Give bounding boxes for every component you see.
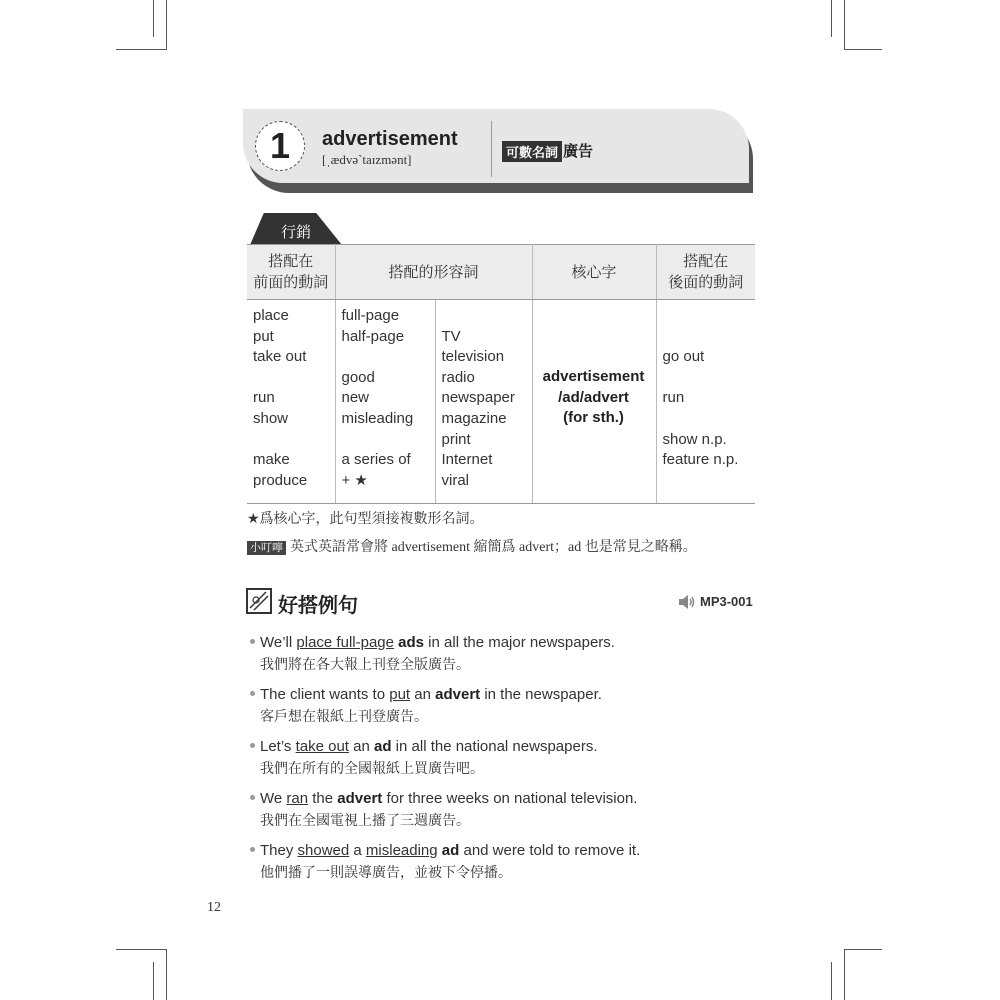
media-item: television [441, 348, 505, 366]
adjective-item [342, 430, 434, 451]
media-cell [435, 300, 532, 504]
verb-after-item: go out [662, 348, 705, 366]
header-adjectives: 搭配的形容詞 [335, 245, 532, 300]
collocate: ran [286, 790, 309, 807]
example-badge-icon [246, 588, 272, 614]
headword-occurrence: ad [374, 738, 392, 755]
crop-mark [844, 0, 845, 50]
sentence-text: We [260, 790, 287, 807]
bullet-icon [250, 691, 255, 696]
media-item: radio [441, 368, 475, 386]
verb-after-item: feature n.p. [662, 451, 739, 469]
adjective-item: half-page [341, 327, 405, 345]
example-english [250, 684, 760, 706]
crop-mark [831, 962, 832, 1000]
example-english [250, 788, 760, 810]
verb-before-item: place [253, 307, 289, 324]
sentence-text: and were told to remove it. [459, 842, 641, 859]
bullet-icon [250, 639, 255, 644]
adjective-item: full-page [341, 307, 400, 324]
verb-after-item [663, 306, 755, 327]
crop-mark [116, 49, 167, 50]
crop-mark [831, 0, 832, 37]
header-verbs-before: 搭配在 前面的動詞 [247, 245, 335, 300]
verbs-after-cell [656, 300, 755, 504]
header-core: 核心字 [532, 245, 656, 300]
collocate: take out [295, 738, 349, 755]
verb-before-item: make [253, 451, 290, 469]
audio-track[interactable] [678, 594, 753, 609]
example-list [250, 632, 760, 892]
sentence-text: a [349, 842, 366, 859]
entry-header [243, 109, 755, 193]
crop-mark [844, 49, 882, 50]
tip-text: 英式英語常會將 advertisement 縮簡爲 advert；ad 也是常見之略稱。 [290, 540, 697, 555]
media-item [442, 306, 531, 327]
bullet-icon [250, 743, 255, 748]
media-item: print [441, 430, 471, 448]
sentence-text: an [348, 738, 374, 755]
media-item: newspaper [441, 389, 515, 407]
sentence-text: We’ll [260, 634, 297, 651]
adjective-item: misleading [341, 409, 414, 427]
collocate: place full-page [296, 634, 394, 651]
adjective-item: new [341, 389, 370, 407]
example-english [250, 632, 760, 654]
entry-number: 1 [255, 121, 305, 171]
phonetic: [ˌædvəˋtaɪzmənt] [322, 152, 412, 167]
example-english [250, 840, 760, 862]
adjective-item: a series of [341, 451, 411, 469]
verb-after-item: show n.p. [662, 430, 727, 448]
verbs-before-cell [247, 300, 335, 504]
verb-before-item: show [253, 409, 289, 427]
example-chinese: 我們在全國電視上播了三週廣告。 [260, 812, 470, 828]
verb-before-item: take out [253, 348, 307, 366]
meaning: 廣告 [563, 143, 594, 160]
sentence-text: Let’s [260, 738, 296, 755]
headword-occurrence: ad [441, 842, 460, 859]
core-word: (for sth.) [563, 409, 624, 427]
example-chinese: 他們播了一則誤導廣告，並被下令停播。 [260, 864, 512, 880]
media-item: magazine [441, 409, 507, 427]
adjective-item: good [341, 368, 375, 386]
sentence-text: in all the national newspapers. [391, 738, 598, 755]
page-number: 12 [207, 900, 221, 915]
verb-before-item [253, 368, 334, 389]
verb-after-item [663, 409, 755, 430]
example-item [250, 788, 760, 840]
adjective-item: + ★ [341, 471, 368, 489]
header-verbs-after: 搭配在 後面的動詞 [656, 245, 755, 300]
core-words [533, 301, 655, 429]
collocation-table [247, 244, 755, 504]
collocate: put [389, 686, 411, 703]
example-english [250, 736, 760, 758]
verb-before-item: produce [253, 471, 308, 489]
core-cell [532, 300, 656, 504]
sentence-text: in all the major newspapers. [424, 634, 615, 651]
verb-before-item: run [253, 389, 275, 407]
sentence-text: the [308, 790, 338, 807]
example-chinese: 我們在所有的全國報紙上買廣告吧。 [260, 760, 484, 776]
core-word: advertisement [542, 368, 645, 385]
crop-mark [153, 0, 154, 37]
header-box [243, 109, 749, 183]
headword-occurrence: advert [337, 790, 383, 807]
sentence-text: The client wants to [260, 686, 390, 703]
verb-before-item: put [253, 327, 274, 345]
star-note: ★爲核心字，此句型須接複數形名詞。 [247, 510, 484, 526]
sentence-text: an [410, 686, 436, 703]
table-row [247, 300, 755, 504]
examples-title: 好搭例句 [278, 595, 358, 617]
headword: advertisement [322, 128, 458, 150]
adjectives-cell [335, 300, 435, 504]
verb-after-item: run [662, 389, 685, 407]
bullet-icon [250, 795, 255, 800]
example-chinese: 客戶想在報紙上刊登廣告。 [260, 708, 428, 724]
example-chinese: 我們將在各大報上刊登全版廣告。 [260, 656, 470, 672]
media-item: TV [441, 327, 461, 345]
category-label: 行銷 [281, 224, 312, 241]
table-header-row [247, 245, 755, 300]
header-divider [491, 121, 492, 177]
collocate: showed [297, 842, 350, 859]
crop-mark [844, 949, 845, 1000]
tip-badge: 小叮嚀 [247, 541, 286, 555]
collocate: misleading [365, 842, 438, 859]
headword-occurrence: ads [398, 634, 425, 651]
tip-note [247, 536, 697, 556]
pos-badge: 可數名詞 [502, 141, 562, 162]
core-word: /ad/advert [558, 388, 629, 406]
example-item [250, 840, 760, 892]
sentence-text: for three weeks on national television. [382, 790, 638, 807]
audio-label: MP3-001 [700, 594, 753, 609]
sentence-text: They [260, 842, 298, 859]
media-item: Internet [441, 451, 493, 469]
bullet-icon [250, 847, 255, 852]
media-item: viral [441, 471, 470, 489]
crop-mark [153, 962, 154, 1000]
verb-after-item [663, 368, 755, 389]
crop-mark [844, 949, 882, 950]
sentence-text: in the newspaper. [480, 686, 602, 703]
crop-mark [166, 0, 167, 50]
example-item [250, 736, 760, 788]
crop-mark [166, 949, 167, 1000]
headword-occurrence: advert [435, 686, 481, 703]
example-item [250, 632, 760, 684]
verb-before-item [253, 430, 334, 451]
speaker-icon [678, 595, 696, 609]
crop-mark [116, 949, 167, 950]
adjective-item [342, 347, 434, 368]
example-item [250, 684, 760, 736]
verb-after-item [663, 327, 755, 348]
